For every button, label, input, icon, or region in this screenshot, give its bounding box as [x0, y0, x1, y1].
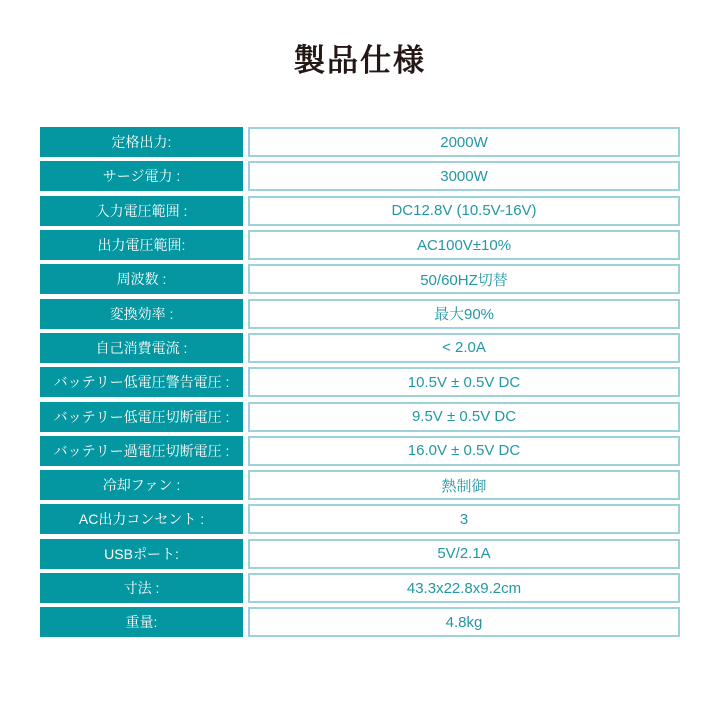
spec-label: AC出力コンセント :: [40, 504, 243, 534]
spec-label: サージ電力 :: [40, 161, 243, 191]
table-row: [40, 402, 680, 432]
table-row: [40, 367, 680, 397]
spec-value: 5V/2.1A: [248, 539, 680, 569]
spec-label: バッテリー低電圧警告電圧 :: [40, 367, 243, 397]
spec-value: 最大90%: [248, 299, 680, 329]
spec-value: 9.5V ± 0.5V DC: [248, 402, 680, 432]
page-title: 製品仕様: [294, 43, 426, 78]
spec-value: DC12.8V (10.5V-16V): [248, 196, 680, 226]
table-row: [40, 264, 680, 294]
table-row: [40, 333, 680, 363]
table-row: [40, 607, 680, 637]
spec-value: 50/60HZ切替: [248, 264, 680, 294]
spec-value: AC100V±10%: [248, 230, 680, 260]
table-row: [40, 230, 680, 260]
spec-value: < 2.0A: [248, 333, 680, 363]
spec-value: 3000W: [248, 161, 680, 191]
spec-label: 周波数 :: [40, 264, 243, 294]
spec-label: 変換効率 :: [40, 299, 243, 329]
spec-value: 16.0V ± 0.5V DC: [248, 436, 680, 466]
spec-value: 3: [248, 504, 680, 534]
table-row: [40, 127, 680, 157]
table-row: [40, 504, 680, 534]
spec-label: バッテリー過電圧切断電圧 :: [40, 436, 243, 466]
spec-label: USBポート:: [40, 539, 243, 569]
spec-label: 冷却ファン :: [40, 470, 243, 500]
spec-value: 2000W: [248, 127, 680, 157]
spec-label: 重量:: [40, 607, 243, 637]
spec-value: 熱制御: [248, 470, 680, 500]
table-row: [40, 196, 680, 226]
spec-label: 寸法 :: [40, 573, 243, 603]
table-row: [40, 161, 680, 191]
spec-label: バッテリー低電圧切断電圧 :: [40, 402, 243, 432]
spec-label: 入力電圧範囲 :: [40, 196, 243, 226]
spec-value: 4.8kg: [248, 607, 680, 637]
spec-label: 定格出力:: [40, 127, 243, 157]
spec-value: 43.3x22.8x9.2cm: [248, 573, 680, 603]
table-row: [40, 539, 680, 569]
spec-table: [40, 127, 680, 637]
table-row: [40, 299, 680, 329]
table-row: [40, 436, 680, 466]
spec-label: 自己消費電流 :: [40, 333, 243, 363]
table-row: [40, 470, 680, 500]
table-row: [40, 573, 680, 603]
spec-value: 10.5V ± 0.5V DC: [248, 367, 680, 397]
spec-label: 出力電圧範囲:: [40, 230, 243, 260]
